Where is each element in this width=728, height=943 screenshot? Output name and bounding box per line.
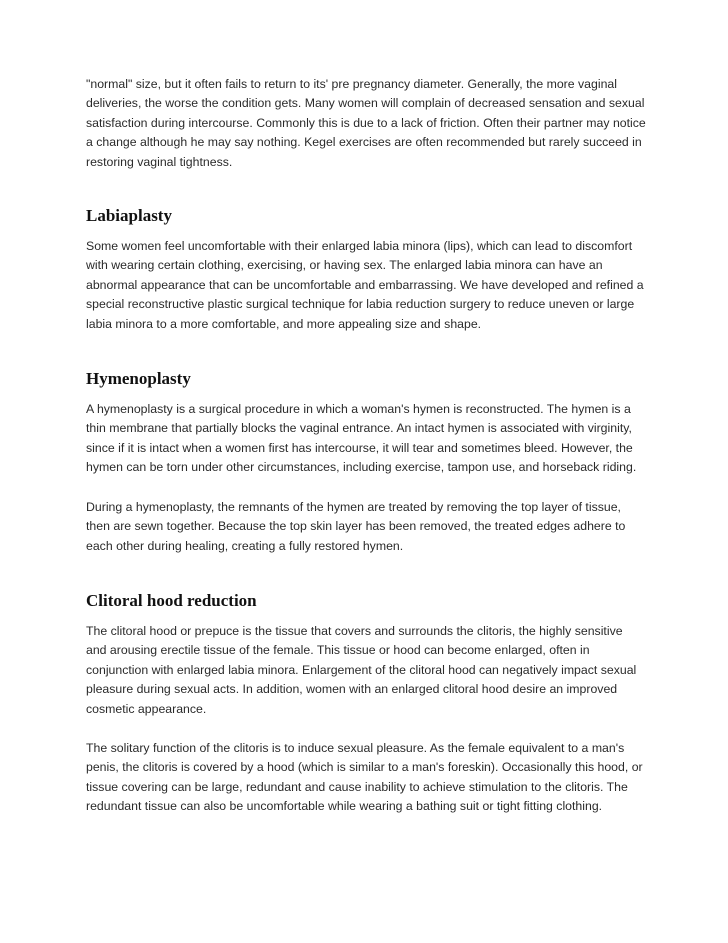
- intro-paragraph: "normal" size, but it often fails to return to its' pre pregnancy diameter. Generally, the more vaginal deliveries, the worse the condition gets. Many women will complain of decreased sensation and sexual satisfaction during intercourse. Commonly this is due to a lack of friction. Often their partner may notice a change although he may say nothing. Kegel exercises are often recommended but rarely succeed in restoring vaginal tightness.: [86, 77, 646, 169]
- section-title-labiaplasty: Labiaplasty: [86, 206, 172, 226]
- clitoral-hood-paragraph-2: The solitary function of the clitoris is to induce sexual pleasure. As the female equivalent to a man's penis, the clitoris is covered by a hood (which is similar to a man's foreskin). Occasionally this hood, or tissue covering can be large, redundant and cause inability to achieve stimulation to the clitoris. The redundant tissue can also be uncomfortable while wearing a bathing suit or tight fitting clothing.: [86, 740, 643, 814]
- hymenoplasty-paragraph-1: A hymenoplasty is a surgical procedure in which a woman's hymen is reconstructed. The hymen is a thin membrane that partially blocks the vaginal entrance. An intact hymen is associated with virginity, since if it is intact when a women first has intercourse, it will tear and sometimes bleed. However, the hymen can be torn under other circumstances, including exercise, tampon use, and horseback riding.: [86, 402, 637, 475]
- labiaplasty-paragraph: Some women feel uncomfortable with their enlarged labia minora (lips), which can lead to discomfort with wearing certain clothing, exercising, or having sex. The enlarged labia minora can have an abnormal appearance that can be uncomfortable and embarrassing. We have developed and refined a special reconstructive plastic surgical technique for labia reduction surgery to reduce uneven or large labia minora to a more comfortable, and more appealing size and shape.: [86, 239, 644, 331]
- hymenoplasty-paragraph-2: During a hymenoplasty, the remnants of the hymen are treated by removing the top layer of tissue, then are sewn together. Because the top skin layer has been removed, the treated edges adhere to each other during healing, creating a fully restored hymen.: [86, 499, 626, 553]
- section-title-clitoral-hood-reduction: Clitoral hood reduction: [86, 590, 257, 610]
- section-title-hymenoplasty: Hymenoplasty: [86, 369, 191, 389]
- clitoral-hood-paragraph-1: The clitoral hood or prepuce is the tissue that covers and surrounds the clitoris, the highly sensitive and arousing erectile tissue of the female. This tissue or hood can become enlarged, often in conjunction with enlarged labia minora. Enlargement of the clitoral hood can negatively impact sexual pleasure during sexual acts. In addition, women with an enlarged clitoral hood desire an improved cosmetic appearance.: [86, 623, 637, 716]
- document-page: [86, 75, 646, 817]
